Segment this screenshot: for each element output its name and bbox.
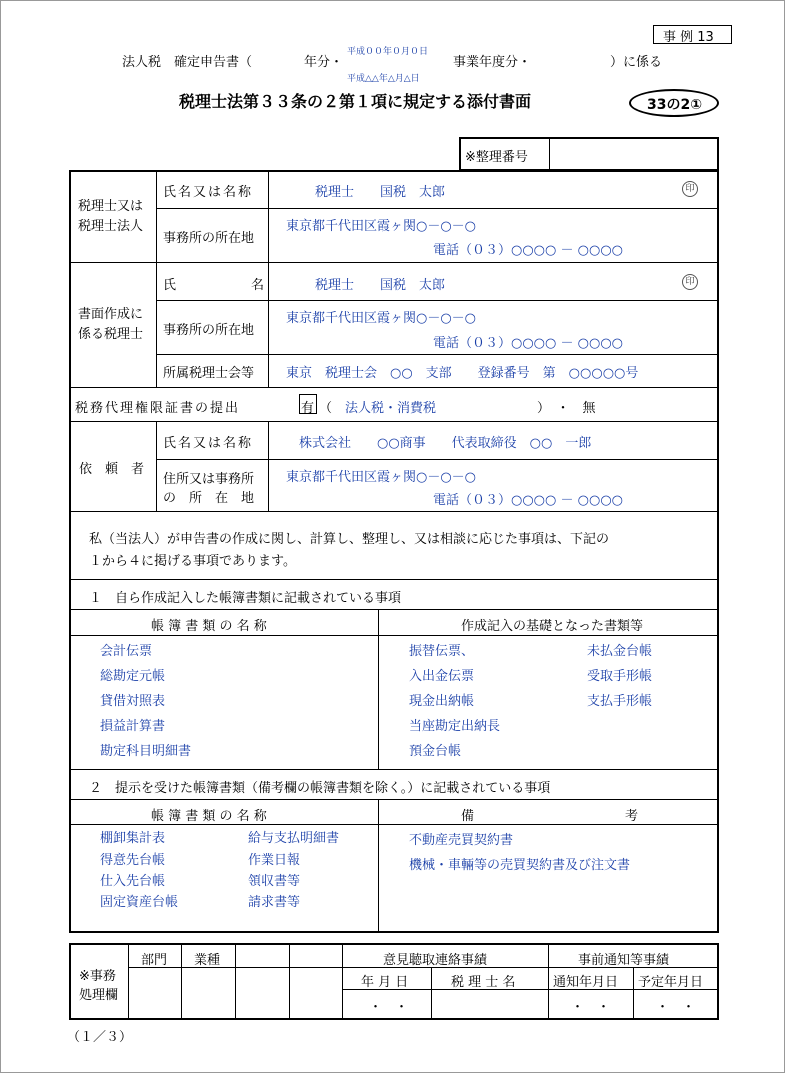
zeirishi-office-value: 東京都千代田区霞ヶ関○－○－○	[286, 219, 477, 234]
list-item: 領収書等	[248, 874, 301, 889]
list-item: 損益計算書	[100, 719, 166, 734]
irai-phone-value: 電話（０３）○○○○ － ○○○○	[433, 493, 624, 508]
zeirishi-office-label: 事務所の所在地	[163, 231, 255, 246]
list-item: 勘定科目明細書	[100, 744, 192, 759]
section2-col-right-b: 考	[625, 809, 639, 824]
list-item: 得意先台帳	[100, 853, 166, 868]
zeirishi-name-value: 税理士 国税 太郎	[315, 185, 446, 200]
jimu-label-2: 処理欄	[79, 988, 119, 1003]
jimu-tsuchi-dots: ・ ・	[571, 1000, 611, 1015]
page-title: 税理士法第３３条の２第１項に規定する添付書面	[179, 92, 532, 111]
list-item: 機械・車輛等の売買契約書及び注文書	[409, 858, 631, 873]
list-item: 給与支払明細書	[248, 831, 340, 846]
irai-name-value: 株式会社 ○○商事 代表取締役 ○○ 一郎	[299, 436, 592, 451]
section2-title: ２ 提示を受けた帳簿書類（備考欄の帳簿書類を除く。）に記載されている事項	[89, 781, 551, 796]
irai-name-label: 氏名又は名称	[163, 436, 254, 451]
section2-col-left: 帳 簿 書 類 の 名 称	[151, 809, 267, 824]
dairiken-paren-open: （	[319, 401, 333, 416]
statement-line1: 私（当法人）が申告書の作成に関し、計算し、整理し、又は相談に応じた事項は、下記の	[89, 532, 610, 547]
irai-address-label-2: の 所 在 地	[163, 491, 255, 506]
sakusei-phone-value: 電話（０３）○○○○ － ○○○○	[433, 336, 624, 351]
seiri-label: ※整理番号	[465, 150, 528, 165]
sakusei-assoc-label: 所属税理士会等	[163, 366, 255, 381]
seal-icon: 印	[682, 181, 698, 197]
zeirishi-phone-value: 電話（０３）○○○○ － ○○○○	[433, 243, 624, 258]
section1-title: １ 自ら作成記入した帳簿書類に記載されている事項	[89, 591, 402, 606]
list-item: 現金出納帳	[409, 694, 475, 709]
list-item: 支払手形帳	[587, 694, 653, 709]
dairiken-yes: 有	[301, 401, 315, 416]
sakusei-office-label: 事務所の所在地	[163, 323, 255, 338]
irai-address-value: 東京都千代田区霞ヶ関○－○－○	[286, 470, 477, 485]
period-to: 平成△△年△月△日	[347, 74, 420, 84]
list-item: 不動産売買契約書	[409, 833, 514, 848]
zeirishi-group-label: 税理士又は税理士法人	[78, 199, 144, 234]
jimu-ymd-dots: ・ ・	[369, 1000, 409, 1015]
header-year-unit: 年分・	[304, 55, 344, 70]
form-badge-text: 33の2①	[647, 97, 703, 113]
list-item: 作業日報	[248, 853, 301, 868]
period-from: 平成００年０月０日	[347, 47, 429, 57]
list-item: 請求書等	[248, 895, 301, 910]
list-item: 受取手形帳	[587, 669, 653, 684]
sakusei-name-value: 税理士 国税 太郎	[315, 278, 446, 293]
page-number: （１／３）	[67, 1030, 133, 1045]
list-item: 貸借対照表	[100, 694, 166, 709]
sakusei-name-label-1: 氏	[163, 278, 177, 293]
header-suffix: ）に係る	[610, 55, 663, 70]
dairiken-taxes: 法人税・消費税	[345, 401, 437, 416]
list-item: 当座勘定出納長	[409, 719, 501, 734]
section2-col-right-a: 備	[461, 809, 475, 824]
list-item: 仕入先台帳	[100, 874, 166, 889]
section1-col-left: 帳 簿 書 類 の 名 称	[151, 619, 267, 634]
zeirishi-name-label: 氏名又は名称	[163, 185, 254, 200]
jimu-ymd: 年 月 日	[361, 975, 409, 990]
jimu-bumon: 部門	[141, 953, 168, 968]
jimu-yotei: 予定年月日	[638, 975, 704, 990]
list-item: 総勘定元帳	[100, 669, 166, 684]
jimu-jizen: 事前通知等事績	[578, 953, 670, 968]
header-prefix: 法人税 確定申告書（	[122, 55, 253, 70]
irai-address-label-1: 住所又は事務所	[163, 472, 255, 487]
sakusei-group-label: 書面作成に係る税理士	[78, 307, 144, 342]
sakusei-assoc-value: 東京 税理士会 ○○ 支部 登録番号 第 ○○○○○号	[286, 366, 639, 381]
list-item: 固定資産台帳	[100, 895, 179, 910]
list-item: 棚卸集計表	[100, 831, 166, 846]
section1-col-right: 作成記入の基礎となった書類等	[461, 619, 644, 634]
header-fiscal: 事業年度分・	[453, 55, 532, 70]
dairiken-label: 税務代理権限証書の提出	[75, 401, 241, 416]
dairiken-paren-close: ） ・ 無	[537, 401, 596, 416]
seal-icon: 印	[682, 274, 698, 290]
jimu-gyoshu: 業種	[194, 953, 221, 968]
list-item: 振替伝票、	[409, 644, 475, 659]
sakusei-name-label-2: 名	[251, 278, 265, 293]
statement-line2: １から４に掲げる事項であります。	[89, 554, 296, 569]
case-label: 事 例 13	[663, 30, 714, 45]
list-item: 入出金伝票	[409, 669, 475, 684]
irai-group-label: 依 頼 者	[79, 462, 145, 477]
jimu-yotei-dots: ・ ・	[656, 1000, 696, 1015]
list-item: 預金台帳	[409, 744, 462, 759]
jimu-label-1: ※事務	[79, 969, 116, 984]
list-item: 会計伝票	[100, 644, 153, 659]
jimu-iken: 意見聴取連絡事績	[383, 953, 488, 968]
jimu-tsuchi: 通知年月日	[553, 975, 619, 990]
sakusei-office-value: 東京都千代田区霞ヶ関○－○－○	[286, 311, 477, 326]
jimu-zeirishi-name: 税 理 士 名	[451, 975, 516, 990]
list-item: 未払金台帳	[587, 644, 653, 659]
